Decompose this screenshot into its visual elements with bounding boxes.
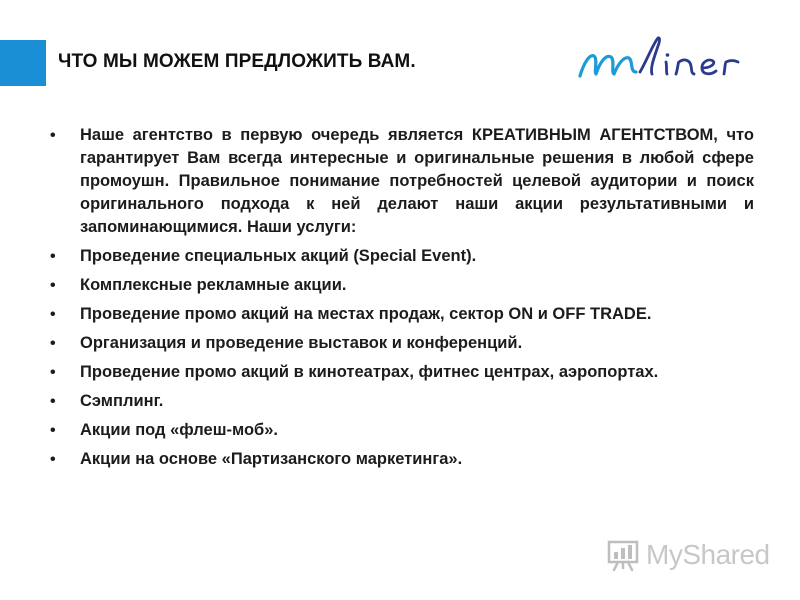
mliner-logo <box>574 32 770 88</box>
slide-title: ЧТО МЫ МОЖЕМ ПРЕДЛОЖИТЬ ВАМ. <box>58 51 416 72</box>
bullet-dot: • <box>50 306 56 323</box>
bullet-item <box>50 274 754 297</box>
bullet-item <box>50 303 754 326</box>
bullet-text: Проведение промо акций в кинотеатрах, фитнес центрах, аэропортах. <box>80 363 659 381</box>
bullet-item <box>50 124 754 239</box>
bullet-text: Проведение специальных акций (Special Event). <box>80 247 477 265</box>
bullet-dot: • <box>50 248 56 265</box>
bullet-text: Комплексные рекламные акции. <box>80 276 347 294</box>
bullet-dot: • <box>50 335 56 352</box>
bullet-text: Проведение промо акций на местах продаж, сектор ON и OFF TRADE. <box>80 305 652 323</box>
bullet-dot: • <box>50 127 56 144</box>
bullet-item <box>50 361 754 384</box>
bullet-dot: • <box>50 451 56 468</box>
bullet-dot: • <box>50 364 56 381</box>
title-accent-bar <box>0 40 46 86</box>
services-bullet-list <box>50 124 754 477</box>
bullet-dot: • <box>50 393 56 410</box>
bullet-dot: • <box>50 277 56 294</box>
chart-board-icon <box>606 538 640 572</box>
bullet-item <box>50 448 754 471</box>
watermark-text: MyShared <box>646 539 770 570</box>
bullet-item <box>50 332 754 355</box>
bullet-text: Акции под «флеш-моб». <box>80 421 278 439</box>
bullet-text: Акции на основе «Партизанского маркетинга». <box>80 450 463 468</box>
bullet-text: Организация и проведение выставок и конференций. <box>80 334 523 352</box>
bullet-text: Сэмплинг. <box>80 392 164 410</box>
bullet-dot: • <box>50 422 56 439</box>
myshared-watermark <box>606 537 770 573</box>
bullet-item <box>50 245 754 268</box>
bullet-item <box>50 390 754 413</box>
bullet-text: Наше агентство в первую очередь является КРЕАТИВНЫМ АГЕНТСТВОМ, что гарантирует Вам всегда интересные и оригинальные решения в любой сфере промоушн. Правильное понимание потребностей целевой аудитории и поиск оригинального подхода к ней делают наши акции результативными и запоминающимися. Наши услуги: <box>80 126 754 236</box>
bullet-item <box>50 419 754 442</box>
